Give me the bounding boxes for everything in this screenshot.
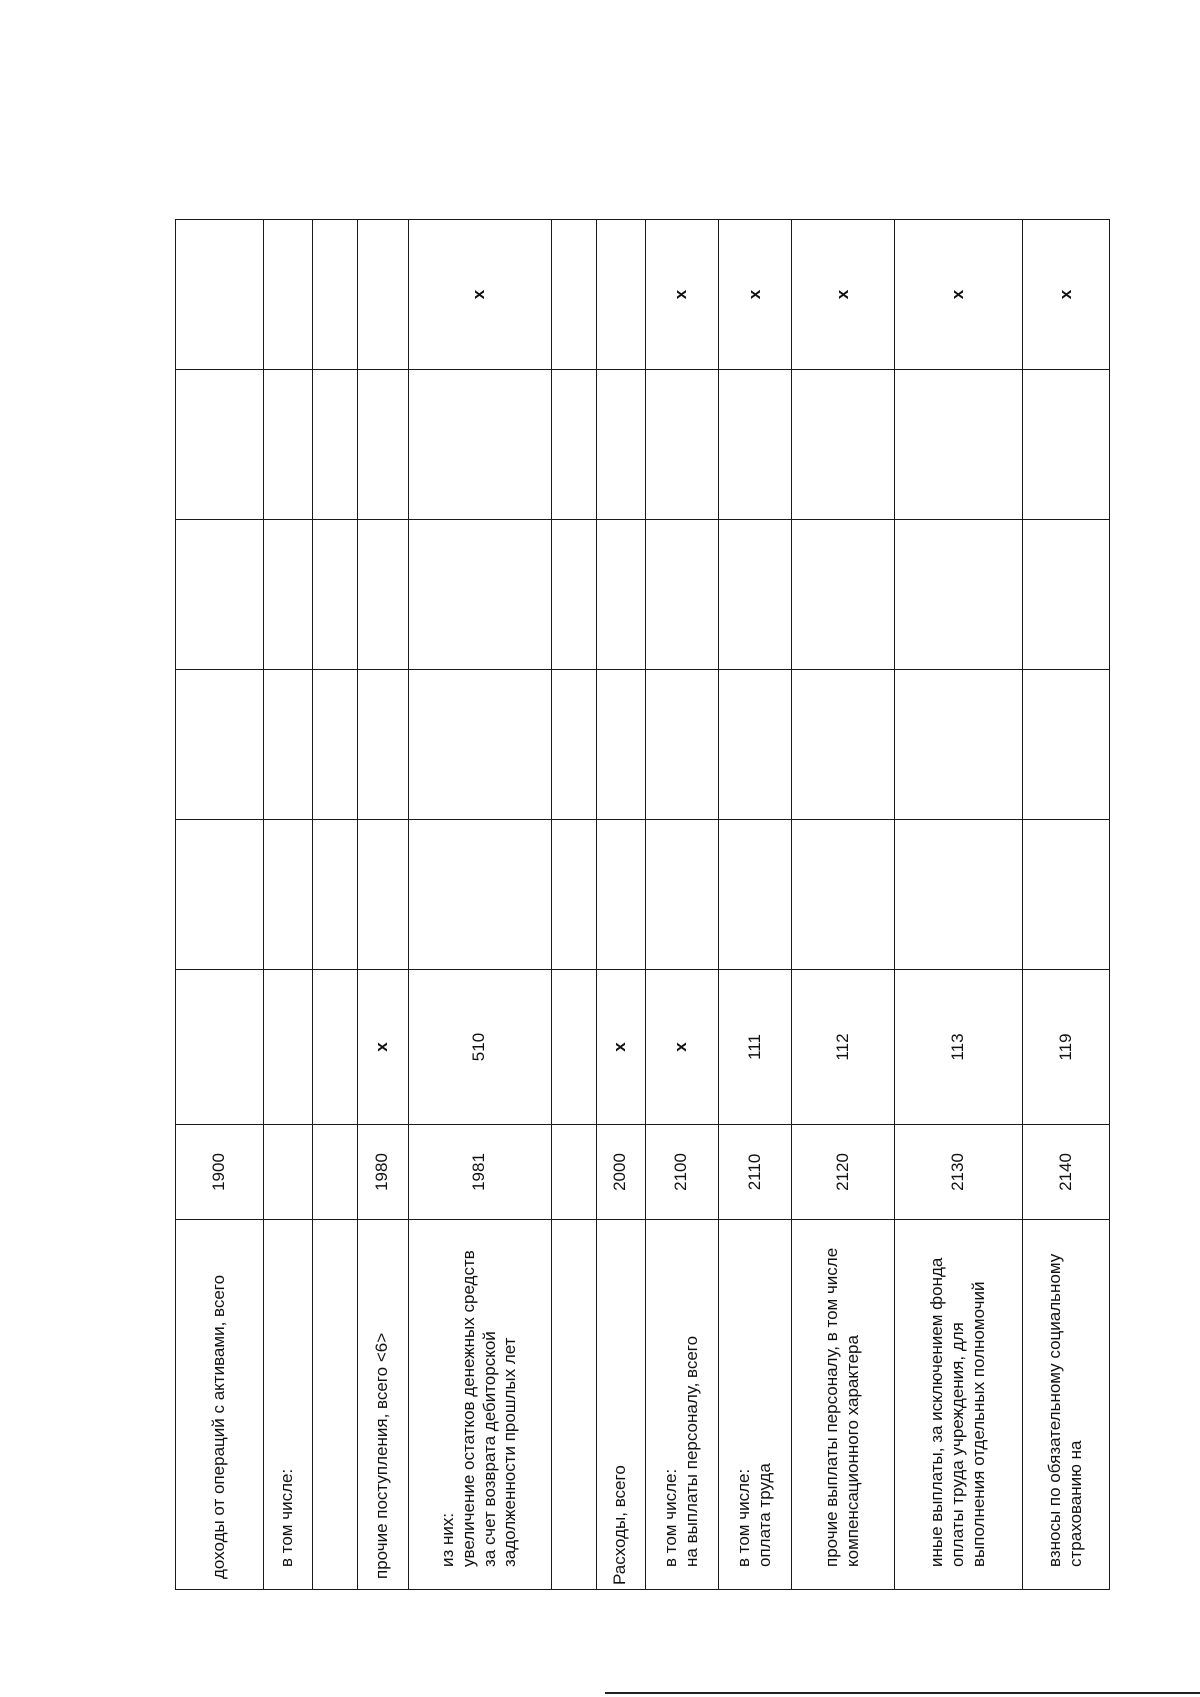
value-cell [408, 370, 551, 520]
row-label-prefix: из них: [438, 1512, 458, 1567]
table-row [596, 220, 645, 1590]
value-cell [894, 520, 1023, 670]
value-cell [596, 370, 645, 520]
row-label: в том числе: [263, 1220, 312, 1590]
row-label: прочие выплаты персоналу, в том числе компенсационного характера [792, 1220, 894, 1590]
table-row [408, 220, 551, 1590]
value-cell [1023, 520, 1110, 670]
value-cell [176, 370, 264, 520]
value-cell [718, 820, 791, 970]
value-cell: x [408, 220, 551, 370]
value-cell [357, 220, 408, 370]
row-kbk: 119 [1023, 970, 1110, 1125]
row-kbk: x [596, 970, 645, 1125]
table-row [894, 220, 1023, 1590]
row-code: 2120 [792, 1125, 894, 1220]
row-code: 2140 [1023, 1125, 1110, 1220]
row-kbk: 111 [718, 970, 791, 1125]
value-cell: x [645, 220, 718, 370]
row-kbk: 113 [894, 970, 1023, 1125]
value-cell [357, 520, 408, 670]
value-cell [408, 520, 551, 670]
table-row [176, 220, 264, 1590]
page-bottom-rule [605, 1692, 1200, 1694]
row-code [263, 1125, 312, 1220]
value-cell [894, 370, 1023, 520]
value-cell [551, 520, 596, 670]
value-cell [263, 820, 312, 970]
value-cell [718, 370, 791, 520]
table-row [1023, 220, 1110, 1590]
value-cell [357, 670, 408, 820]
row-label: оплата труда [755, 1463, 775, 1567]
value-cell [408, 670, 551, 820]
value-cell [718, 520, 791, 670]
table-row [551, 220, 596, 1590]
value-cell [312, 520, 357, 670]
table-row [645, 220, 718, 1590]
financial-plan-table [175, 219, 1110, 1590]
row-code: 2100 [645, 1125, 718, 1220]
value-cell [176, 670, 264, 820]
value-cell [176, 220, 264, 370]
row-kbk: x [357, 970, 408, 1125]
value-cell [263, 520, 312, 670]
value-cell [176, 520, 264, 670]
row-label-cell [718, 1220, 791, 1590]
row-label-prefix: в том числе: [661, 1468, 680, 1567]
value-cell [645, 670, 718, 820]
value-cell [792, 820, 894, 970]
value-cell [645, 820, 718, 970]
row-kbk: 510 [408, 970, 551, 1125]
table-row [792, 220, 894, 1590]
value-cell [894, 670, 1023, 820]
row-code: 2130 [894, 1125, 1023, 1220]
value-cell [1023, 820, 1110, 970]
value-cell [645, 520, 718, 670]
row-kbk: x [645, 970, 718, 1125]
row-code: 2110 [718, 1125, 791, 1220]
value-cell: x [1023, 220, 1110, 370]
row-kbk [263, 970, 312, 1125]
row-kbk: 112 [792, 970, 894, 1125]
table-row [357, 220, 408, 1590]
row-label: Расходы, всего [596, 1220, 645, 1590]
value-cell [408, 820, 551, 970]
value-cell [792, 370, 894, 520]
value-cell [596, 220, 645, 370]
row-kbk [176, 970, 264, 1125]
rotated-table-sheet [175, 220, 1110, 1590]
row-code [312, 1125, 357, 1220]
row-label: взносы по обязательному социальному страхованию на [1023, 1220, 1110, 1590]
value-cell [312, 220, 357, 370]
value-cell [357, 370, 408, 520]
value-cell [718, 670, 791, 820]
row-label: иные выплаты, за исключением фонда оплаты труда учреждения, для выполнения отдельных полномочий [894, 1220, 1023, 1590]
row-code: 1900 [176, 1125, 264, 1220]
value-cell [1023, 670, 1110, 820]
value-cell [894, 820, 1023, 970]
value-cell: x [718, 220, 791, 370]
value-cell: x [894, 220, 1023, 370]
value-cell [596, 820, 645, 970]
row-label [551, 1220, 596, 1590]
row-label: на выплаты персоналу, всего [681, 1335, 701, 1567]
value-cell [551, 220, 596, 370]
row-label [312, 1220, 357, 1590]
value-cell [596, 520, 645, 670]
row-label: увеличение остатков денежных средств за счет возврата дебиторской задолженности прошлых лет [458, 1250, 520, 1567]
value-cell [645, 370, 718, 520]
value-cell [263, 370, 312, 520]
row-kbk [551, 970, 596, 1125]
value-cell [312, 670, 357, 820]
row-code: 2000 [596, 1125, 645, 1220]
value-cell [1023, 370, 1110, 520]
row-code: 1980 [357, 1125, 408, 1220]
value-cell [357, 820, 408, 970]
row-label-cell [408, 1220, 551, 1590]
row-code [551, 1125, 596, 1220]
value-cell: x [792, 220, 894, 370]
value-cell [263, 670, 312, 820]
row-label: доходы от операций с активами, всего [176, 1220, 264, 1590]
value-cell [551, 670, 596, 820]
value-cell [551, 370, 596, 520]
row-label-cell [645, 1220, 718, 1590]
value-cell [312, 820, 357, 970]
value-cell [792, 520, 894, 670]
value-cell [792, 670, 894, 820]
row-code: 1981 [408, 1125, 551, 1220]
table-row [263, 220, 312, 1590]
row-kbk [312, 970, 357, 1125]
row-label-prefix: в том числе: [734, 1468, 754, 1567]
value-cell [551, 820, 596, 970]
value-cell [263, 220, 312, 370]
value-cell [596, 670, 645, 820]
table-row [718, 220, 791, 1590]
value-cell [176, 820, 264, 970]
value-cell [312, 370, 357, 520]
table-row [312, 220, 357, 1590]
row-label: прочие поступления, всего <6> [357, 1220, 408, 1590]
